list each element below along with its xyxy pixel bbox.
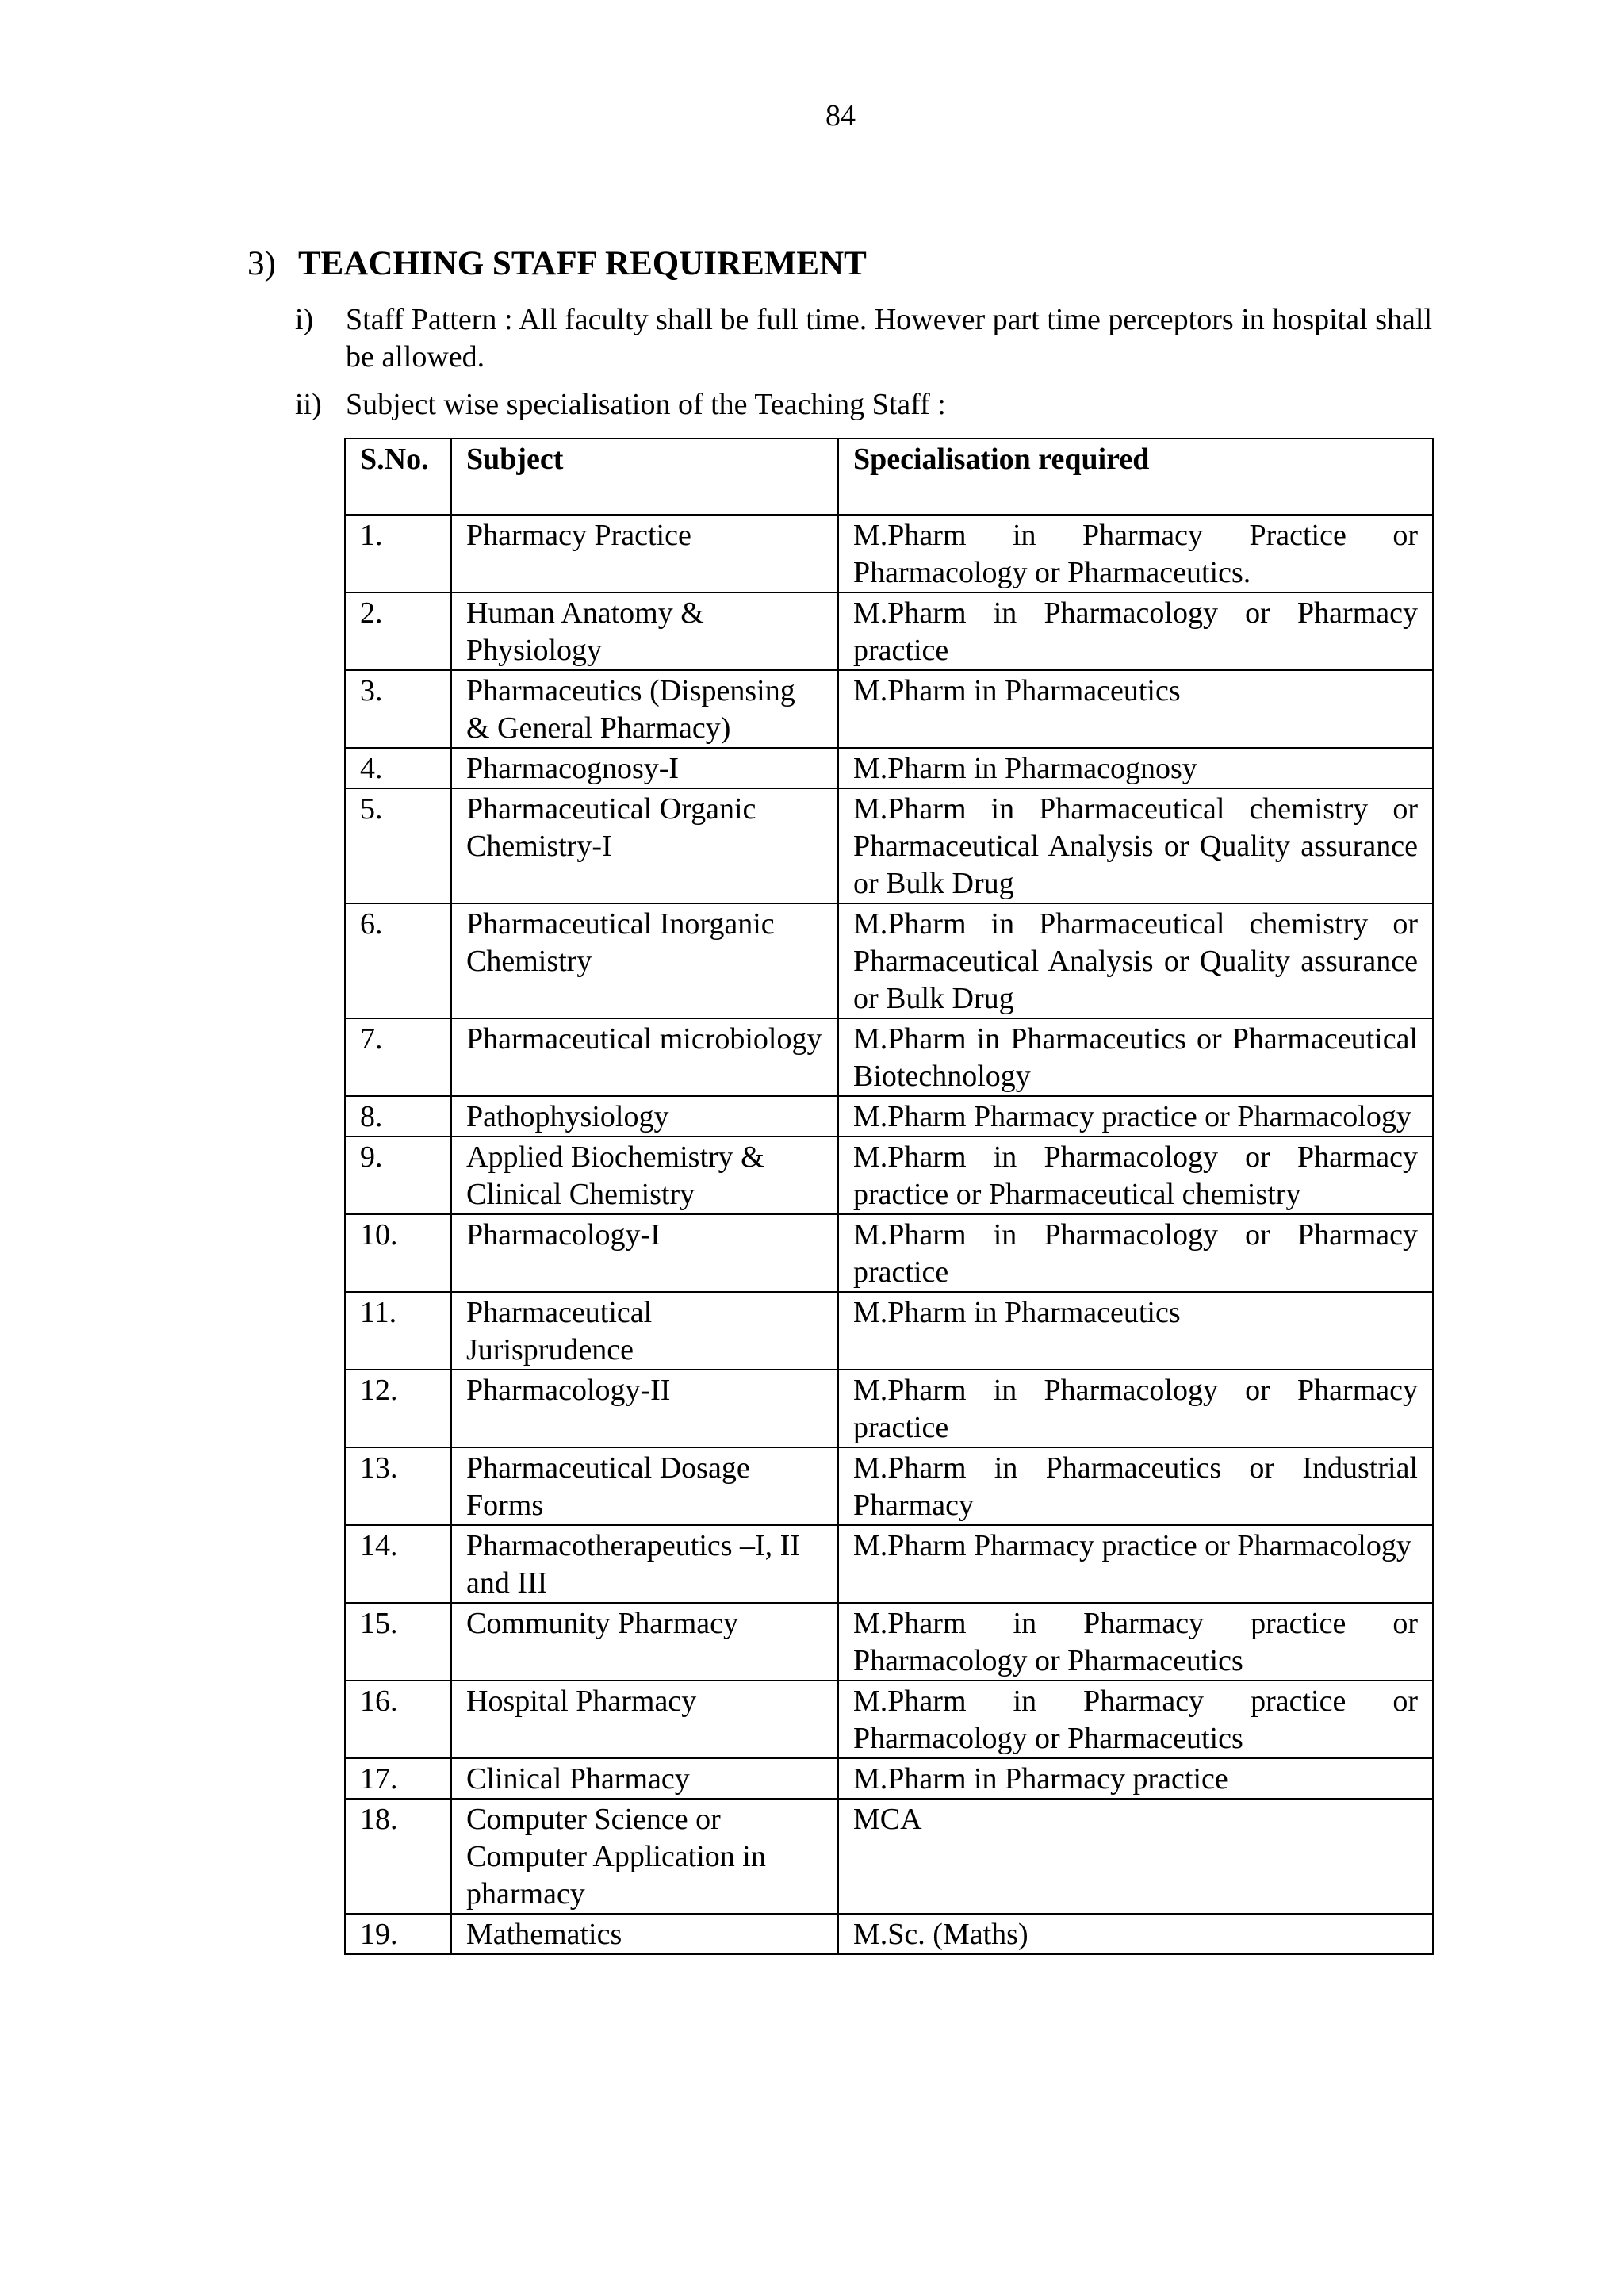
row-specialisation: M.Pharm in Pharmaceutical chemistry or Pharmaceutical Analysis or Quality assurance or Bulk Drug [838, 903, 1433, 1018]
table-row [345, 1137, 1433, 1214]
item-text: Staff Pattern : All faculty shall be full time. However part time perceptors in hospital shall be allowed. [346, 303, 1432, 374]
row-subject: Pathophysiology [451, 1096, 838, 1137]
row-subject: Clinical Pharmacy [451, 1758, 838, 1799]
row-subject: Pharmaceutics (Dispensing & General Pharmacy) [451, 670, 838, 748]
table-header-row [345, 439, 1433, 515]
table-row [345, 788, 1433, 903]
table-row [345, 1603, 1433, 1681]
header-sno: S.No. [345, 439, 451, 515]
header-subject: Subject [451, 439, 838, 515]
table-row [345, 1525, 1433, 1603]
table-row [345, 1447, 1433, 1525]
row-sno: 17. [345, 1758, 451, 1799]
table-row [345, 592, 1433, 670]
row-sno: 12. [345, 1370, 451, 1447]
table-body [345, 515, 1433, 1954]
row-subject: Community Pharmacy [451, 1603, 838, 1681]
row-sno: 7. [345, 1018, 451, 1096]
row-specialisation: M.Pharm Pharmacy practice or Pharmacology [838, 1096, 1433, 1137]
section-heading [247, 244, 867, 283]
item-text: Subject wise specialisation of the Teaching Staff : [346, 388, 946, 421]
row-specialisation: M.Pharm Pharmacy practice or Pharmacology [838, 1525, 1433, 1603]
row-sno: 5. [345, 788, 451, 903]
table-row [345, 903, 1433, 1018]
row-specialisation: M.Pharm in Pharmacy practice or Pharmacology or Pharmaceutics [838, 1603, 1433, 1681]
row-specialisation: M.Pharm in Pharmaceutics [838, 1292, 1433, 1370]
row-subject: Pharmacy Practice [451, 515, 838, 592]
table-row [345, 1914, 1433, 1954]
table-row [345, 1214, 1433, 1292]
row-sno: 11. [345, 1292, 451, 1370]
row-subject: Hospital Pharmacy [451, 1681, 838, 1758]
row-specialisation: M.Pharm in Pharmacology or Pharmacy practice [838, 1214, 1433, 1292]
row-subject: Applied Biochemistry & Clinical Chemistry [451, 1137, 838, 1214]
table-row [345, 1370, 1433, 1447]
row-specialisation: M.Pharm in Pharmacology or Pharmacy practice [838, 592, 1433, 670]
item-numeral: i) [295, 303, 314, 336]
row-subject: Computer Science or Computer Application in pharmacy [451, 1799, 838, 1914]
section-title: TEACHING STAFF REQUIREMENT [298, 245, 867, 282]
table-row [345, 1681, 1433, 1758]
row-subject: Mathematics [451, 1914, 838, 1954]
row-specialisation: M.Pharm in Pharmaceutics or Pharmaceutical Biotechnology [838, 1018, 1433, 1096]
table-row [345, 515, 1433, 592]
row-sno: 1. [345, 515, 451, 592]
row-specialisation: M.Pharm in Pharmacology or Pharmacy practice [838, 1370, 1433, 1447]
table-row [345, 1292, 1433, 1370]
row-subject: Pharmacology-I [451, 1214, 838, 1292]
row-sno: 10. [345, 1214, 451, 1292]
row-subject: Pharmaceutical microbiology [451, 1018, 838, 1096]
row-specialisation: MCA [838, 1799, 1433, 1914]
table-row [345, 1799, 1433, 1914]
table-row [345, 748, 1433, 788]
row-subject: Pharmaceutical Jurisprudence [451, 1292, 838, 1370]
page-number: 84 [825, 99, 856, 132]
row-specialisation: M.Pharm in Pharmacology or Pharmacy practice or Pharmaceutical chemistry [838, 1137, 1433, 1214]
row-subject: Pharmacology-II [451, 1370, 838, 1447]
staff-specialisation-table [344, 438, 1434, 1955]
row-subject: Pharmaceutical Dosage Forms [451, 1447, 838, 1525]
row-sno: 3. [345, 670, 451, 748]
row-specialisation: M.Sc. (Maths) [838, 1914, 1433, 1954]
row-specialisation: M.Pharm in Pharmacognosy [838, 748, 1433, 788]
item-numeral: ii) [295, 388, 322, 421]
row-sno: 6. [345, 903, 451, 1018]
row-specialisation: M.Pharm in Pharmaceutics [838, 670, 1433, 748]
table-row [345, 670, 1433, 748]
table-row [345, 1096, 1433, 1137]
row-subject: Pharmaceutical Organic Chemistry-I [451, 788, 838, 903]
row-sno: 13. [345, 1447, 451, 1525]
row-subject: Pharmacotherapeutics –I, II and III [451, 1525, 838, 1603]
header-specialisation: Specialisation required [838, 439, 1433, 515]
row-specialisation: M.Pharm in Pharmacy Practice or Pharmacology or Pharmaceutics. [838, 515, 1433, 592]
row-subject: Pharmacognosy-I [451, 748, 838, 788]
row-sno: 19. [345, 1914, 451, 1954]
row-specialisation: M.Pharm in Pharmaceutical chemistry or Pharmaceutical Analysis or Quality assurance or Bulk Drug [838, 788, 1433, 903]
row-specialisation: M.Pharm in Pharmacy practice [838, 1758, 1433, 1799]
row-sno: 2. [345, 592, 451, 670]
row-sno: 14. [345, 1525, 451, 1603]
row-sno: 15. [345, 1603, 451, 1681]
table-row [345, 1018, 1433, 1096]
row-sno: 4. [345, 748, 451, 788]
table-row [345, 1758, 1433, 1799]
row-sno: 16. [345, 1681, 451, 1758]
row-sno: 9. [345, 1137, 451, 1214]
row-specialisation: M.Pharm in Pharmacy practice or Pharmacology or Pharmaceutics [838, 1681, 1433, 1758]
row-specialisation: M.Pharm in Pharmaceutics or Industrial Pharmacy [838, 1447, 1433, 1525]
section-number: 3) [247, 245, 276, 282]
row-sno: 18. [345, 1799, 451, 1914]
row-subject: Human Anatomy & Physiology [451, 592, 838, 670]
row-subject: Pharmaceutical Inorganic Chemistry [451, 903, 838, 1018]
row-sno: 8. [345, 1096, 451, 1137]
